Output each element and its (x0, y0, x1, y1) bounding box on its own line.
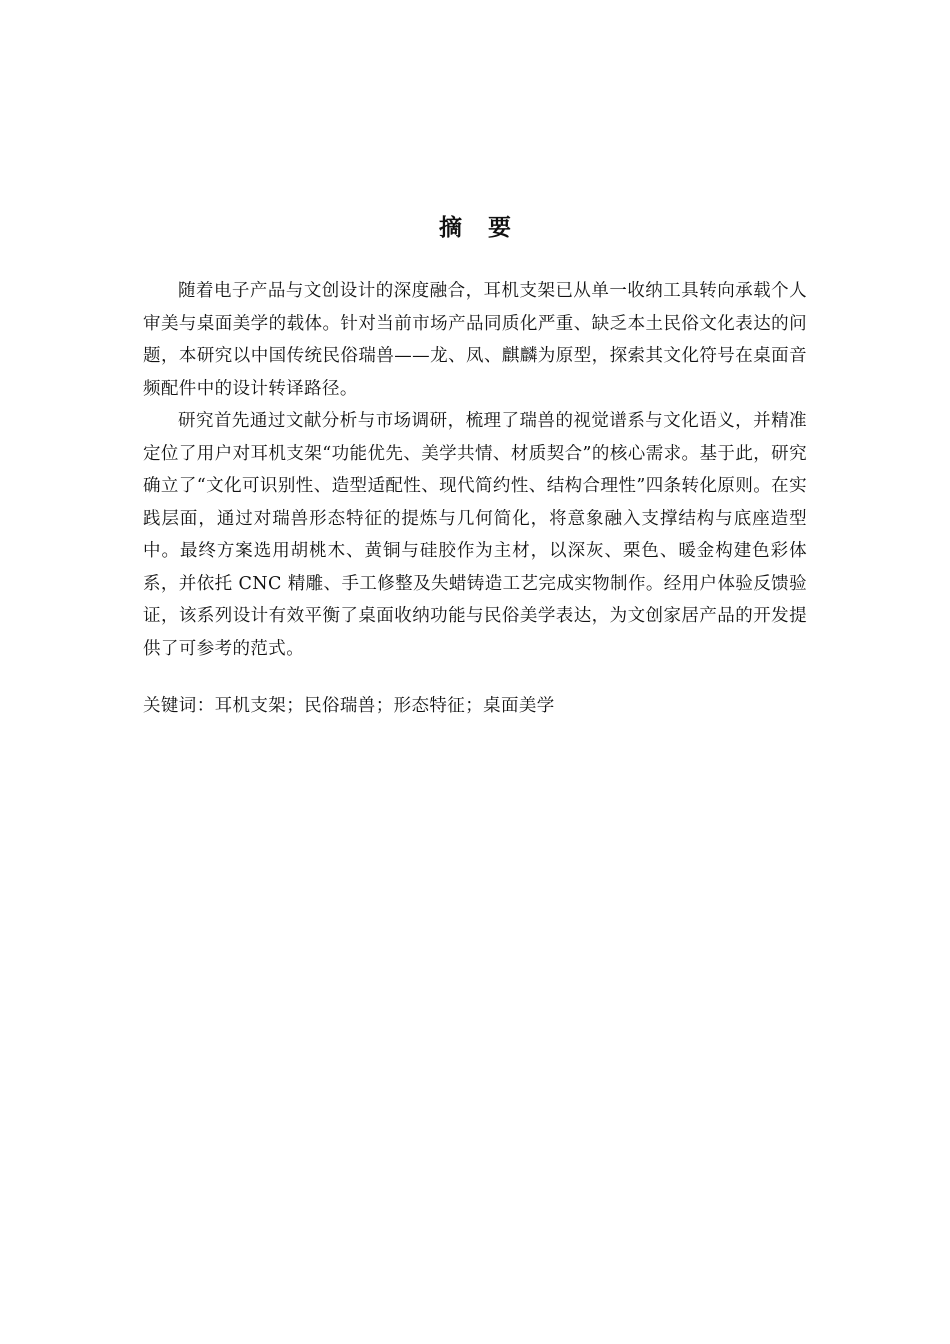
abstract-title-char-1: 摘 (439, 215, 462, 241)
abstract-paragraph-1: 随着电子产品与文创设计的深度融合，耳机支架已从单一收纳工具转向承载个人审美与桌面美学的载体。针对当前市场产品同质化严重、缺乏本土民俗文化表达的问题，本研究以中国传统民俗瑞兽——龙、凤、麒麟为原型，探索其文化符号在桌面音频配件中的设计转译路径。 (143, 281, 807, 399)
abstract-title-char-2: 要 (488, 215, 511, 241)
keywords-line: 关键词：耳机支架；民俗瑞兽；形态特征；桌面美学 (143, 696, 555, 716)
abstract-title (0, 210, 950, 246)
abstract-body (143, 275, 807, 665)
abstract-paragraph-2: 研究首先通过文献分析与市场调研，梳理了瑞兽的视觉谱系与文化语义，并精准定位了用户对耳机支架“功能优先、美学共情、材质契合”的核心需求。基于此，研究确立了“文化可识别性、造型适配性、现代简约性、结构合理性”四条转化原则。在实践层面，通过对瑞兽形态特征的提炼与几何简化，将意象融入支撑结构与底座造型中。最终方案选用胡桃木、黄铜与硅胶作为主材，以深灰、栗色、暖金构建色彩体系，并依托 CNC 精雕、手工修整及失蜡铸造工艺完成实物制作。经用户体验反馈验证，该系列设计有效平衡了桌面收纳功能与民俗美学表达，为文创家居产品的开发提供了可参考的范式。 (143, 411, 807, 659)
